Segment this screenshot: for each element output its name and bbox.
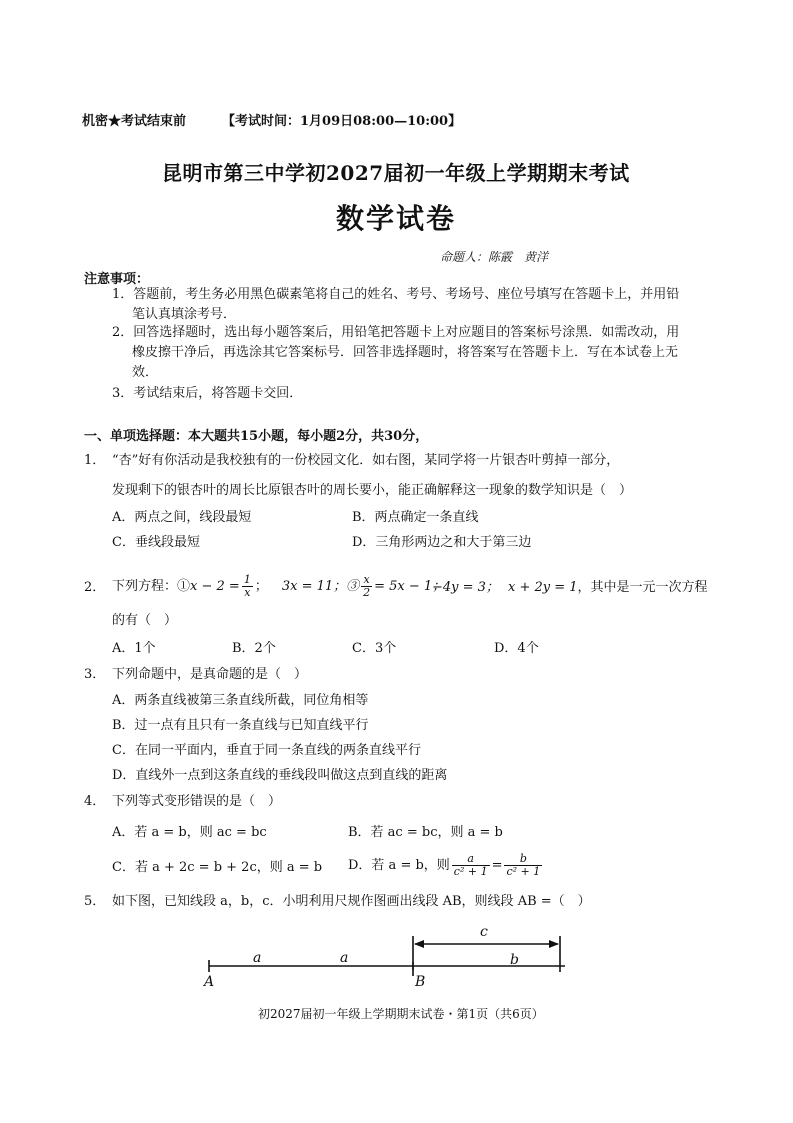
section-heading: 一、单项选择题：本大题共15小题，每小题2分，共30分， xyxy=(84,429,429,444)
fraction-denominator: x xyxy=(244,586,251,599)
fraction xyxy=(361,574,372,599)
fraction xyxy=(452,853,490,878)
question-number: 4． xyxy=(84,794,106,809)
notes-line: 2．回答选择题时，选出每小题答案后，用铅笔把答题卡上对应题目的答案标号涂黑．如需改动，用 xyxy=(112,325,680,340)
question-stem: “杏”好有你活动是我校独有的一份校园文化．如右图，某同学将一片银杏叶剪掉一部分， xyxy=(112,453,620,468)
fraction xyxy=(504,853,542,878)
notes-line: 笔认真填涂考号． xyxy=(132,307,237,322)
fraction xyxy=(242,574,253,599)
fraction-denominator: c² + 1 xyxy=(506,865,541,878)
notes-line: 效． xyxy=(132,365,159,380)
notes-line: 3．考试结束后，将答题卡交回． xyxy=(112,386,303,401)
option-d: D．4个 xyxy=(494,641,539,656)
question-number: 2． xyxy=(84,580,106,595)
question-stem xyxy=(112,572,445,602)
arrow-right-head xyxy=(549,940,559,948)
label-b: b xyxy=(510,952,519,968)
option-d: D．直线外一点到这条直线的垂线段叫做这点到直线的距离 xyxy=(112,768,448,783)
option-c: C．3个 xyxy=(352,641,397,656)
option-a: A．1个 xyxy=(112,641,156,656)
question-stem: 下列等式变形错误的是（ ） xyxy=(112,794,282,809)
notes-heading: 注意事项： xyxy=(84,272,150,287)
fraction-numerator: a xyxy=(452,853,490,866)
option-a: A．两条直线被第三条直线所截，同位角相等 xyxy=(112,693,369,708)
separator: ； xyxy=(254,579,268,594)
option-d-lead: D．若 a = b，则 xyxy=(348,858,450,873)
question-stem: 如下图，已知线段 a，b，c．小明利用尺规作图画出线段 AB，则线段 AB =（ ） xyxy=(112,894,591,909)
exam-title: 昆明市第三中学初2027届初一年级上学期期末考试 xyxy=(162,161,630,185)
question-stem: 的有（ ） xyxy=(112,613,178,628)
arrow-left-head xyxy=(414,940,424,948)
fraction-numerator: 1 xyxy=(243,573,251,586)
option-c: C．垂线段最短 xyxy=(112,535,200,550)
label-a-2: a xyxy=(340,950,349,966)
label-c: c xyxy=(480,924,488,940)
option-b: B．两点确定一条直线 xyxy=(352,510,479,525)
equation-3: = 5x − 1； xyxy=(374,579,446,594)
q2-tail: ，其中是一元一次方程 xyxy=(577,580,708,595)
segment-figure xyxy=(195,918,585,990)
option-b: B．过一点有且只有一条直线与已知直线平行 xyxy=(112,718,369,733)
option-b: B．若 ac = bc，则 a = b xyxy=(348,825,503,840)
equation-2: 3x = 11；③ xyxy=(281,579,360,594)
notes-line: 1．答题前，考生务必用黑色碳素笔将自己的姓名、考号、考场号、座位号填写在答题卡上，并用铅 xyxy=(112,287,680,302)
question-number: 5． xyxy=(84,894,106,909)
confidential-label: 机密★考试结束前 xyxy=(82,114,187,129)
q2-lead: 下列方程：① xyxy=(112,579,191,594)
fraction-denominator: 2 xyxy=(363,586,371,599)
notes-line: 橡皮擦干净后，再选涂其它答案标号．回答非选择题时，将答案写在答题卡上．写在本试卷上无 xyxy=(132,345,679,360)
label-point-b: B xyxy=(415,974,426,990)
question-number: 1． xyxy=(84,453,106,468)
fraction-numerator: b xyxy=(504,853,542,866)
option-c: C．在同一平面内，垂直于同一条直线的两条直线平行 xyxy=(112,743,421,758)
equals-sign: = xyxy=(491,858,503,873)
option-a: A．若 a = b，则 ac = bc xyxy=(112,825,267,840)
exam-subtitle: 数学试卷 xyxy=(336,202,457,235)
question-stem: 发现剩下的银杏叶的周长比原银杏叶的周长要小，能正确解释这一现象的数学知识是（ ） xyxy=(112,483,633,498)
option-a: A．两点之间，线段最短 xyxy=(112,510,252,525)
fraction-numerator: x xyxy=(361,574,372,587)
option-d xyxy=(348,851,544,881)
option-c: C．若 a + 2c = b + 2c，则 a = b xyxy=(112,860,323,875)
question-number: 3． xyxy=(84,667,106,682)
label-a-1: a xyxy=(253,950,262,966)
question-stem xyxy=(508,577,708,599)
option-b: B．2个 xyxy=(232,641,276,656)
author-line: 命题人：陈霰 黄洋 xyxy=(440,250,549,264)
option-d: D．三角形两边之和大于第三边 xyxy=(352,535,532,550)
fraction-denominator: c² + 1 xyxy=(453,865,488,878)
exam-time: 【考试时间：1月09日08:00—10:00】 xyxy=(222,114,462,129)
equation-4: −4y = 3； xyxy=(432,580,499,595)
label-point-a: A xyxy=(204,974,215,990)
equation-1: x − 2 = xyxy=(190,579,240,594)
equation-5: x + 2y = 1 xyxy=(508,580,578,595)
page-footer: 初2027届初一年级上学期期末试卷・第1页（共6页） xyxy=(258,1007,544,1021)
question-stem: 下列命题中，是真命题的是（ ） xyxy=(112,667,308,682)
